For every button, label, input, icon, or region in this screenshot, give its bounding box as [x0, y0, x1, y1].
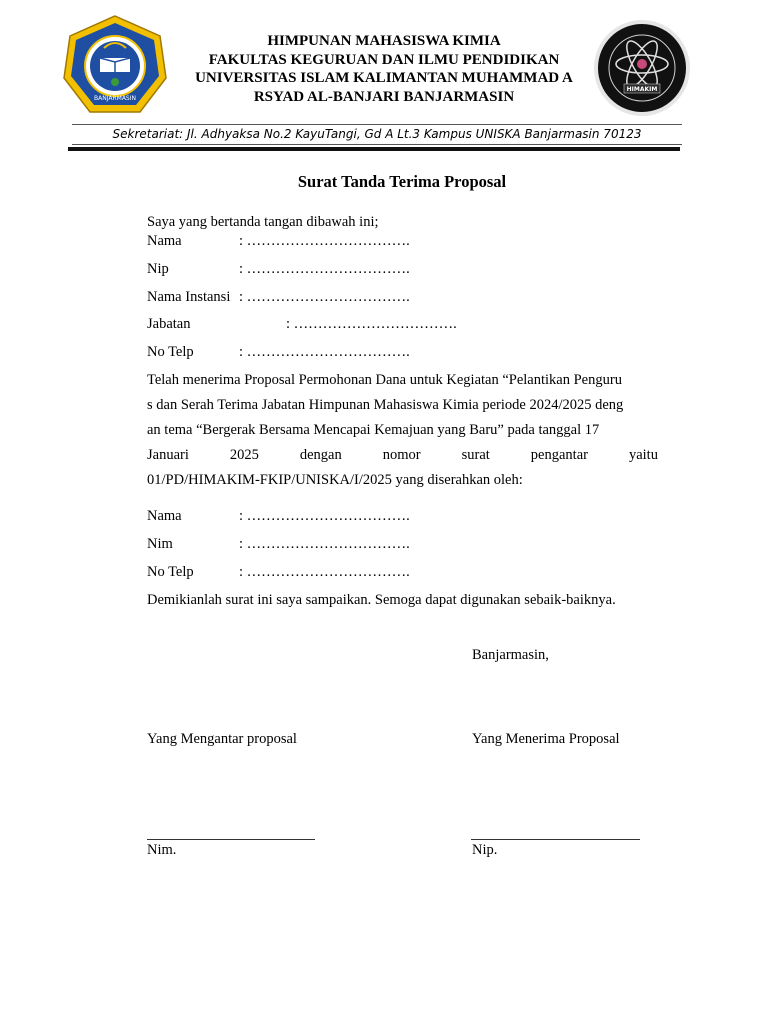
- sign-left-id: Nim.: [147, 842, 177, 858]
- word: Januari: [147, 447, 189, 463]
- word: yaitu: [628, 447, 658, 463]
- letterhead-title: [150, 32, 618, 106]
- closing-text: Demikianlah surat ini saya sampaikan. Semoga dapat digunakan sebaik-baiknya.: [147, 592, 616, 608]
- word: nomor: [382, 447, 421, 463]
- word: dengan: [299, 447, 342, 463]
- sign-right-id: Nip.: [472, 842, 498, 858]
- signature-line-left: [147, 839, 315, 840]
- sign-right-title: Yang Menerima Proposal: [472, 731, 620, 747]
- field-label-notelp-2: No Telp: [147, 564, 194, 580]
- letterhead-line-3: UNIVERSITAS ISLAM KALIMANTAN MUHAMMAD A: [195, 70, 573, 86]
- field-label-nip: Nip: [147, 261, 169, 277]
- field-label-nama-2: Nama: [147, 508, 182, 524]
- field-value-notelp: : …………………………….: [239, 344, 410, 360]
- secretariat-address: Sekretariat: Jl. Adhyaksa No.2 KayuTangi, Gd A Lt.3 Kampus UNISKA Banjarmasin 70123: [112, 127, 642, 141]
- word: 2025: [229, 447, 259, 463]
- divider-thick: [68, 147, 680, 151]
- place-date: Banjarmasin,: [472, 647, 549, 663]
- body-paragraph: [147, 368, 658, 493]
- field-label-nama: Nama: [147, 233, 182, 249]
- paragraph-line: an tema “Bergerak Bersama Mencapai Kemajuan yang Baru” pada tanggal 17: [147, 422, 600, 438]
- divider-mid: [72, 144, 682, 145]
- field-value-notelp-2: : …………………………….: [239, 564, 410, 580]
- letterhead-line-2: FAKULTAS KEGURUAN DAN ILMU PENDIDIKAN: [208, 51, 560, 68]
- field-value-instansi: : …………………………….: [239, 289, 410, 305]
- field-label-instansi: Nama Instansi: [147, 289, 231, 305]
- paragraph-line: Telah menerima Proposal Permohonan Dana untuk Kegiatan “Pelantikan Penguru: [147, 372, 622, 388]
- field-value-jabatan: : …………………………….: [286, 316, 457, 332]
- letterhead-line-4: RSYAD AL-BANJARI BANJARMASIN: [253, 88, 515, 105]
- paragraph-line-justified: [147, 443, 658, 468]
- svg-text:HIMAKIM: HIMAKIM: [626, 86, 658, 93]
- letterhead-line-1: HIMPUNAN MAHASISWA KIMIA: [267, 33, 501, 49]
- field-value-nip: : …………………………….: [239, 261, 410, 277]
- field-label-nim: Nim: [147, 536, 173, 552]
- divider-top: [72, 124, 682, 125]
- document-title: Surat Tanda Terima Proposal: [297, 172, 507, 191]
- signature-line-right: [471, 839, 640, 840]
- word: surat: [461, 447, 490, 463]
- paragraph-line: 01/PD/HIMAKIM-FKIP/UNISKA/I/2025 yang diserahkan oleh:: [147, 472, 523, 488]
- field-label-notelp: No Telp: [147, 344, 194, 360]
- field-value-nama-2: : …………………………….: [239, 508, 410, 524]
- paragraph-line: s dan Serah Terima Jabatan Himpunan Mahasiswa Kimia periode 2024/2025 deng: [147, 397, 624, 413]
- field-value-nim: : …………………………….: [239, 536, 410, 552]
- field-label-jabatan: Jabatan: [147, 316, 191, 332]
- word: pengantar: [530, 447, 588, 463]
- svg-text:BANJARMASIN: BANJARMASIN: [94, 95, 136, 102]
- field-value-nama: : …………………………….: [239, 233, 410, 249]
- intro-text: Saya yang bertanda tangan dibawah ini;: [147, 214, 379, 230]
- sign-left-title: Yang Mengantar proposal: [147, 731, 297, 747]
